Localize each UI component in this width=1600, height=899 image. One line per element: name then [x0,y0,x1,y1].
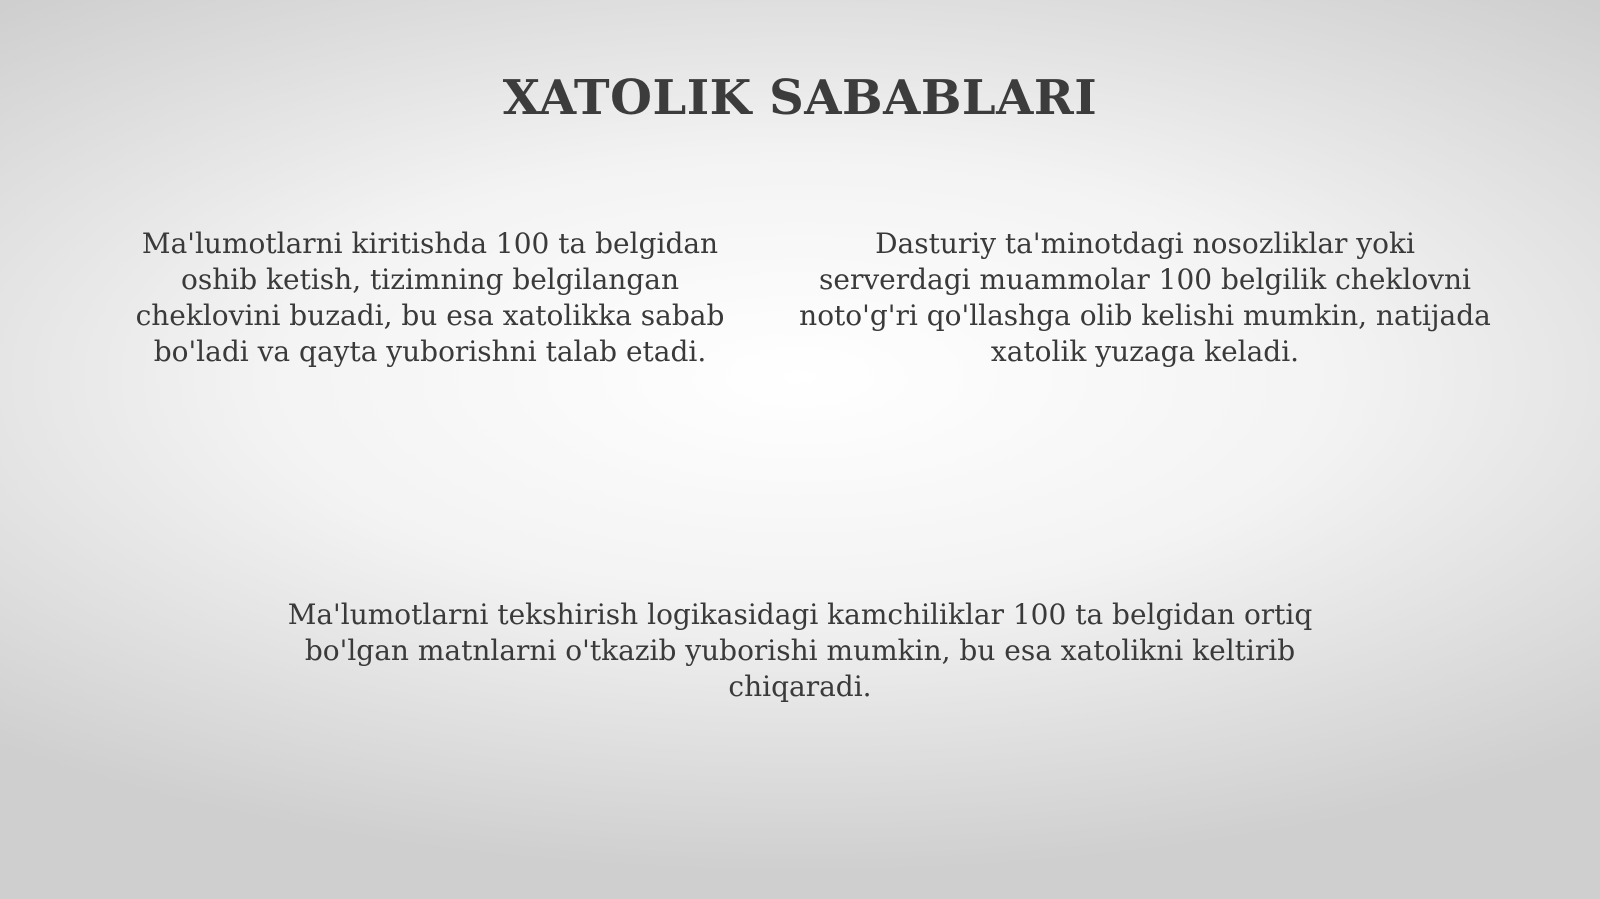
slide-title: XATOLIK SABABLARI [502,70,1098,126]
paragraph-input-overflow: Ma'lumotlarni kiritishda 100 ta belgidan oshib ketish, tizimning belgilangan cheklovini buzadi, bu esa xatolikka sabab bo'ladi va qayta yuborishni talab etadi. [135,227,725,368]
paragraph-software-issues: Dasturiy ta'minotdagi nosozliklar yoki serverdagi muammolar 100 belgilik cheklovni noto'g'ri qo'llashga olib kelishi mumkin, natijada xatolik yuzaga keladi. [799,227,1491,368]
paragraph-validation-logic: Ma'lumotlarni tekshirish logikasidagi kamchiliklar 100 ta belgidan ortiq bo'lgan matnlarni o'tkazib yuborishi mumkin, bu esa xatolikni keltirib chiqaradi. [287,598,1313,703]
